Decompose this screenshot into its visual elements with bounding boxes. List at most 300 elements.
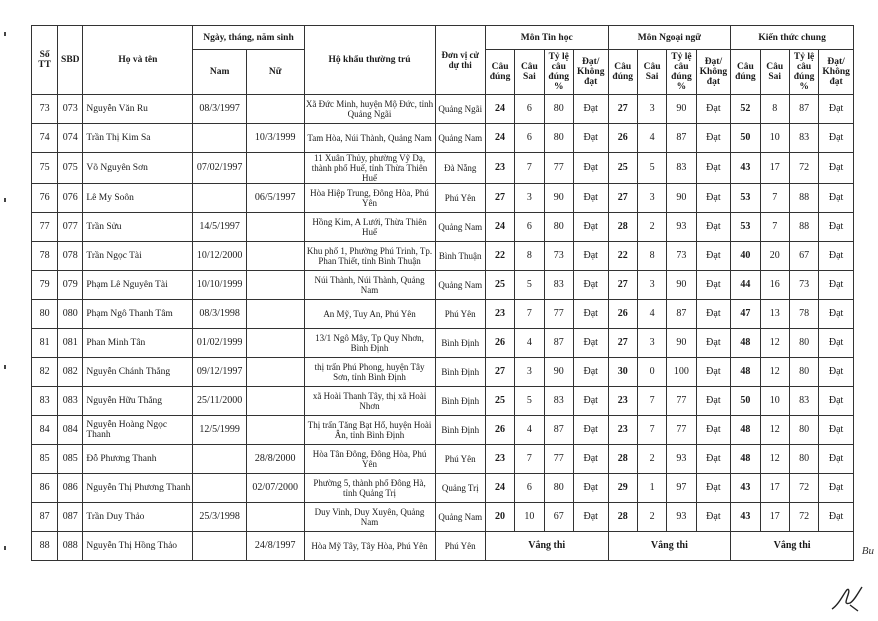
row-fl-rate: 90 [667, 329, 696, 358]
row-name: Phan Minh Tân [83, 329, 193, 358]
row-it-result: Đạt [573, 153, 608, 184]
row-stt: 83 [32, 387, 58, 416]
row-gk-correct: 50 [731, 387, 760, 416]
row-address: Thị trấn Tăng Bạt Hổ, huyện Hoài Ân, tỉnh Bình Định [304, 416, 435, 445]
row-address: Tam Hòa, Núi Thành, Quảng Nam [304, 124, 435, 153]
row-dob-female: 28/8/2000 [246, 445, 304, 474]
row-fl-wrong: 5 [637, 153, 666, 184]
header-unit: Đơn vị cử dự thi [435, 26, 485, 95]
row-fl-correct: 28 [608, 503, 637, 532]
header-sbd: SBD [58, 26, 83, 95]
table-row [32, 95, 854, 124]
row-dob-female [246, 271, 304, 300]
row-absent-gk: Vắng thi [731, 532, 854, 561]
row-fl-result: Đạt [696, 153, 731, 184]
scan-mark [4, 546, 6, 550]
row-unit: Phú Yên [435, 445, 485, 474]
row-it-wrong: 10 [515, 503, 544, 532]
header-rate: Tỷ lệ câu đúng % [667, 50, 696, 95]
row-dob-male [193, 532, 246, 561]
header-result: Đạt/ Không đạt [819, 50, 854, 95]
row-sbd: 086 [58, 474, 83, 503]
row-fl-wrong: 3 [637, 184, 666, 213]
row-dob-female [246, 416, 304, 445]
row-dob-female [246, 358, 304, 387]
row-unit: Quảng Trị [435, 474, 485, 503]
row-name: Trần Sửu [83, 213, 193, 242]
row-gk-rate: 80 [789, 416, 818, 445]
row-gk-wrong: 17 [760, 503, 789, 532]
header-stt: Số TT [32, 26, 58, 95]
row-dob-male: 25/11/2000 [193, 387, 246, 416]
row-fl-correct: 28 [608, 445, 637, 474]
row-it-wrong: 8 [515, 242, 544, 271]
row-gk-correct: 43 [731, 474, 760, 503]
row-fl-wrong: 7 [637, 387, 666, 416]
row-it-result: Đạt [573, 387, 608, 416]
row-dob-male: 07/02/1997 [193, 153, 246, 184]
row-stt: 84 [32, 416, 58, 445]
row-dob-male: 08/3/1997 [193, 95, 246, 124]
row-fl-rate: 87 [667, 124, 696, 153]
row-address: Hồng Kim, A Lưới, Thừa Thiên Huế [304, 213, 435, 242]
row-address: Phường 5, thành phố Đông Hà, tỉnh Quảng Trị [304, 474, 435, 503]
row-dob-female: 24/8/1997 [246, 532, 304, 561]
row-fl-correct: 22 [608, 242, 637, 271]
row-gk-result: Đạt [819, 503, 854, 532]
row-dob-male [193, 474, 246, 503]
row-it-correct: 27 [485, 358, 514, 387]
row-dob-male: 01/02/1999 [193, 329, 246, 358]
table-row [32, 416, 854, 445]
row-fl-result: Đạt [696, 124, 731, 153]
table-row [32, 300, 854, 329]
row-name: Trần Ngọc Tài [83, 242, 193, 271]
row-fl-result: Đạt [696, 329, 731, 358]
row-fl-wrong: 2 [637, 445, 666, 474]
row-it-result: Đạt [573, 358, 608, 387]
scan-mark [4, 365, 6, 369]
row-it-correct: 26 [485, 329, 514, 358]
row-unit: Bình Thuận [435, 242, 485, 271]
row-fl-result: Đạt [696, 503, 731, 532]
row-it-correct: 23 [485, 153, 514, 184]
row-it-correct: 26 [485, 416, 514, 445]
header-wrong: Câu Sai [760, 50, 789, 95]
row-fl-correct: 25 [608, 153, 637, 184]
row-gk-rate: 83 [789, 124, 818, 153]
row-sbd: 088 [58, 532, 83, 561]
row-gk-rate: 88 [789, 184, 818, 213]
row-gk-wrong: 12 [760, 445, 789, 474]
row-gk-wrong: 17 [760, 474, 789, 503]
row-fl-rate: 97 [667, 474, 696, 503]
row-it-result: Đạt [573, 300, 608, 329]
row-address: 13/1 Ngô Mây, Tp Quy Nhơn, Bình Định [304, 329, 435, 358]
row-fl-wrong: 4 [637, 124, 666, 153]
row-fl-result: Đạt [696, 358, 731, 387]
row-name: Nguyễn Thị Hồng Thảo [83, 532, 193, 561]
row-gk-wrong: 7 [760, 184, 789, 213]
row-it-rate: 77 [544, 300, 573, 329]
row-gk-correct: 40 [731, 242, 760, 271]
row-stt: 75 [32, 153, 58, 184]
row-fl-wrong: 3 [637, 329, 666, 358]
header-rate: Tỷ lệ câu đúng % [544, 50, 573, 95]
row-gk-correct: 48 [731, 329, 760, 358]
table-row [32, 532, 854, 561]
row-it-wrong: 6 [515, 474, 544, 503]
row-fl-correct: 27 [608, 184, 637, 213]
row-address: An Mỹ, Tuy An, Phú Yên [304, 300, 435, 329]
row-fl-correct: 27 [608, 95, 637, 124]
row-gk-correct: 43 [731, 503, 760, 532]
row-gk-rate: 80 [789, 445, 818, 474]
row-gk-rate: 67 [789, 242, 818, 271]
row-sbd: 087 [58, 503, 83, 532]
row-absent-fl: Vắng thi [608, 532, 731, 561]
header-female: Nữ [246, 50, 304, 95]
row-it-wrong: 4 [515, 329, 544, 358]
row-gk-wrong: 10 [760, 387, 789, 416]
row-address: Khu phố 1, Phường Phú Trinh, Tp. Phan Thiết, tỉnh Bình Thuận [304, 242, 435, 271]
row-name: Trần Thị Kim Sa [83, 124, 193, 153]
row-fl-rate: 90 [667, 184, 696, 213]
row-stt: 79 [32, 271, 58, 300]
row-gk-result: Đạt [819, 300, 854, 329]
row-gk-rate: 72 [789, 503, 818, 532]
row-fl-rate: 77 [667, 387, 696, 416]
row-fl-wrong: 2 [637, 213, 666, 242]
row-it-result: Đạt [573, 416, 608, 445]
row-stt: 81 [32, 329, 58, 358]
row-gk-wrong: 12 [760, 329, 789, 358]
row-fl-result: Đạt [696, 184, 731, 213]
row-it-rate: 87 [544, 329, 573, 358]
row-fl-wrong: 2 [637, 503, 666, 532]
row-sbd: 078 [58, 242, 83, 271]
row-name: Nguyễn Chánh Thắng [83, 358, 193, 387]
scan-mark [4, 198, 6, 202]
row-address: 11 Xuân Thủy, phường Vỹ Dạ, thành phố Huế, tỉnh Thừa Thiên Huế [304, 153, 435, 184]
row-gk-correct: 48 [731, 416, 760, 445]
row-stt: 77 [32, 213, 58, 242]
row-fl-result: Đạt [696, 242, 731, 271]
table-row [32, 358, 854, 387]
row-gk-rate: 83 [789, 387, 818, 416]
row-dob-male: 10/10/1999 [193, 271, 246, 300]
row-dob-female [246, 503, 304, 532]
row-fl-wrong: 3 [637, 95, 666, 124]
row-it-correct: 25 [485, 271, 514, 300]
row-it-rate: 77 [544, 153, 573, 184]
row-absent-it: Vắng thi [485, 532, 608, 561]
row-dob-male: 10/12/2000 [193, 242, 246, 271]
row-it-result: Đạt [573, 95, 608, 124]
row-name: Nguyễn Hoàng Ngọc Thanh [83, 416, 193, 445]
row-unit: Phú Yên [435, 532, 485, 561]
row-it-wrong: 3 [515, 358, 544, 387]
row-it-rate: 80 [544, 213, 573, 242]
row-unit: Quảng Ngãi [435, 95, 485, 124]
row-gk-wrong: 8 [760, 95, 789, 124]
row-gk-wrong: 13 [760, 300, 789, 329]
row-address: thị trấn Phú Phong, huyện Tây Sơn, tỉnh Bình Định [304, 358, 435, 387]
row-it-wrong: 4 [515, 416, 544, 445]
row-gk-result: Đạt [819, 124, 854, 153]
row-stt: 86 [32, 474, 58, 503]
row-gk-correct: 43 [731, 153, 760, 184]
row-gk-rate: 88 [789, 213, 818, 242]
row-name: Nguyễn Văn Ru [83, 95, 193, 124]
row-unit: Phú Yên [435, 184, 485, 213]
row-name: Đỗ Phương Thanh [83, 445, 193, 474]
row-fl-wrong: 1 [637, 474, 666, 503]
row-fl-wrong: 4 [637, 300, 666, 329]
row-name: Phạm Ngô Thanh Tâm [83, 300, 193, 329]
row-it-rate: 67 [544, 503, 573, 532]
row-dob-female [246, 242, 304, 271]
row-it-wrong: 3 [515, 184, 544, 213]
header-correct: Câu đúng [731, 50, 760, 95]
row-gk-result: Đạt [819, 213, 854, 242]
row-fl-correct: 30 [608, 358, 637, 387]
row-fl-result: Đạt [696, 271, 731, 300]
row-name: Nguyễn Hữu Thắng [83, 387, 193, 416]
row-it-rate: 90 [544, 184, 573, 213]
row-address: Duy Vinh, Duy Xuyên, Quảng Nam [304, 503, 435, 532]
row-it-result: Đạt [573, 271, 608, 300]
row-gk-wrong: 20 [760, 242, 789, 271]
row-unit: Quảng Nam [435, 271, 485, 300]
row-it-result: Đạt [573, 124, 608, 153]
row-gk-wrong: 16 [760, 271, 789, 300]
row-dob-male: 14/5/1997 [193, 213, 246, 242]
table-row [32, 124, 854, 153]
row-fl-correct: 26 [608, 124, 637, 153]
row-it-correct: 25 [485, 387, 514, 416]
row-gk-rate: 72 [789, 474, 818, 503]
row-gk-correct: 52 [731, 95, 760, 124]
header-subject-foreign-language: Môn Ngoại ngữ [608, 26, 731, 50]
row-gk-correct: 48 [731, 358, 760, 387]
row-it-rate: 83 [544, 387, 573, 416]
header-name: Họ và tên [83, 26, 193, 95]
row-gk-result: Đạt [819, 184, 854, 213]
row-stt: 74 [32, 124, 58, 153]
row-unit: Quảng Nam [435, 124, 485, 153]
row-it-rate: 87 [544, 416, 573, 445]
row-it-rate: 80 [544, 124, 573, 153]
row-gk-result: Đạt [819, 271, 854, 300]
row-it-rate: 73 [544, 242, 573, 271]
row-it-result: Đạt [573, 242, 608, 271]
row-stt: 78 [32, 242, 58, 271]
row-name: Trần Duy Thảo [83, 503, 193, 532]
row-it-result: Đạt [573, 503, 608, 532]
row-stt: 87 [32, 503, 58, 532]
corner-handwritten-note: Bu [861, 545, 874, 557]
row-stt: 80 [32, 300, 58, 329]
header-correct: Câu đúng [485, 50, 514, 95]
row-fl-rate: 90 [667, 271, 696, 300]
row-it-result: Đạt [573, 445, 608, 474]
row-sbd: 085 [58, 445, 83, 474]
row-it-correct: 27 [485, 184, 514, 213]
table-row [32, 474, 854, 503]
row-address: xã Hoài Thanh Tây, thị xã Hoài Nhơn [304, 387, 435, 416]
row-stt: 76 [32, 184, 58, 213]
row-fl-rate: 90 [667, 95, 696, 124]
row-fl-wrong: 8 [637, 242, 666, 271]
scan-mark [4, 32, 6, 36]
header-dob: Ngày, tháng, năm sinh [193, 26, 304, 50]
row-fl-correct: 27 [608, 271, 637, 300]
header-wrong: Câu Sai [637, 50, 666, 95]
row-sbd: 082 [58, 358, 83, 387]
row-it-wrong: 5 [515, 271, 544, 300]
header-result: Đạt/ Không đạt [573, 50, 608, 95]
row-name: Lê My Soôn [83, 184, 193, 213]
row-gk-correct: 44 [731, 271, 760, 300]
row-gk-result: Đạt [819, 445, 854, 474]
row-fl-correct: 27 [608, 329, 637, 358]
header-subject-general: Kiến thức chung [731, 26, 854, 50]
row-fl-result: Đạt [696, 445, 731, 474]
row-it-correct: 20 [485, 503, 514, 532]
table-row [32, 503, 854, 532]
row-gk-wrong: 17 [760, 153, 789, 184]
row-sbd: 079 [58, 271, 83, 300]
row-unit: Phú Yên [435, 300, 485, 329]
row-unit: Quảng Nam [435, 213, 485, 242]
row-gk-rate: 78 [789, 300, 818, 329]
row-it-rate: 80 [544, 95, 573, 124]
row-fl-wrong: 3 [637, 271, 666, 300]
row-it-wrong: 7 [515, 300, 544, 329]
row-gk-wrong: 12 [760, 358, 789, 387]
row-sbd: 076 [58, 184, 83, 213]
row-fl-result: Đạt [696, 474, 731, 503]
row-sbd: 075 [58, 153, 83, 184]
row-gk-result: Đạt [819, 153, 854, 184]
row-fl-rate: 77 [667, 416, 696, 445]
row-gk-correct: 50 [731, 124, 760, 153]
table-row [32, 184, 854, 213]
table-row [32, 387, 854, 416]
row-dob-male [193, 124, 246, 153]
row-it-result: Đạt [573, 329, 608, 358]
row-it-rate: 80 [544, 474, 573, 503]
row-dob-male: 25/3/1998 [193, 503, 246, 532]
row-stt: 88 [32, 532, 58, 561]
row-gk-rate: 87 [789, 95, 818, 124]
table-row [32, 271, 854, 300]
row-fl-rate: 87 [667, 300, 696, 329]
row-sbd: 084 [58, 416, 83, 445]
row-fl-correct: 26 [608, 300, 637, 329]
row-dob-male: 09/12/1997 [193, 358, 246, 387]
row-dob-female [246, 387, 304, 416]
row-fl-wrong: 7 [637, 416, 666, 445]
row-it-correct: 22 [485, 242, 514, 271]
row-gk-result: Đạt [819, 95, 854, 124]
row-unit: Bình Định [435, 329, 485, 358]
row-sbd: 074 [58, 124, 83, 153]
row-name: Nguyễn Thị Phương Thanh [83, 474, 193, 503]
row-fl-correct: 28 [608, 213, 637, 242]
row-unit: Bình Định [435, 358, 485, 387]
row-dob-female [246, 153, 304, 184]
row-dob-female [246, 300, 304, 329]
row-it-result: Đạt [573, 213, 608, 242]
row-it-wrong: 6 [515, 124, 544, 153]
row-it-wrong: 7 [515, 153, 544, 184]
row-fl-correct: 29 [608, 474, 637, 503]
row-gk-correct: 48 [731, 445, 760, 474]
row-stt: 73 [32, 95, 58, 124]
row-gk-result: Đạt [819, 329, 854, 358]
row-dob-male [193, 445, 246, 474]
row-gk-correct: 53 [731, 184, 760, 213]
row-fl-result: Đạt [696, 300, 731, 329]
row-it-correct: 24 [485, 95, 514, 124]
row-unit: Bình Định [435, 416, 485, 445]
table-row [32, 329, 854, 358]
header-subject-it: Môn Tin học [485, 26, 608, 50]
row-sbd: 073 [58, 95, 83, 124]
row-dob-female: 10/3/1999 [246, 124, 304, 153]
row-gk-rate: 72 [789, 153, 818, 184]
row-gk-result: Đạt [819, 358, 854, 387]
row-sbd: 080 [58, 300, 83, 329]
row-sbd: 083 [58, 387, 83, 416]
row-it-correct: 23 [485, 445, 514, 474]
row-unit: Quảng Nam [435, 503, 485, 532]
results-table [31, 25, 854, 561]
row-gk-correct: 53 [731, 213, 760, 242]
row-gk-wrong: 10 [760, 124, 789, 153]
row-stt: 85 [32, 445, 58, 474]
row-fl-rate: 93 [667, 213, 696, 242]
row-it-correct: 23 [485, 300, 514, 329]
row-dob-male: 08/3/1998 [193, 300, 246, 329]
row-unit: Bình Định [435, 387, 485, 416]
row-gk-wrong: 12 [760, 416, 789, 445]
row-name: Võ Nguyên Sơn [83, 153, 193, 184]
row-gk-result: Đạt [819, 242, 854, 271]
row-gk-result: Đạt [819, 416, 854, 445]
row-gk-wrong: 7 [760, 213, 789, 242]
row-gk-result: Đạt [819, 387, 854, 416]
signature-mark [828, 583, 868, 613]
row-it-correct: 24 [485, 474, 514, 503]
row-unit: Đà Nẵng [435, 153, 485, 184]
header-correct: Câu đúng [608, 50, 637, 95]
row-fl-rate: 73 [667, 242, 696, 271]
row-gk-rate: 80 [789, 358, 818, 387]
row-gk-rate: 80 [789, 329, 818, 358]
table-row [32, 153, 854, 184]
row-address: Xã Đức Minh, huyện Mộ Đức, tỉnh Quảng Ngãi [304, 95, 435, 124]
row-stt: 82 [32, 358, 58, 387]
row-gk-correct: 47 [731, 300, 760, 329]
row-dob-female: 02/07/2000 [246, 474, 304, 503]
row-sbd: 081 [58, 329, 83, 358]
row-address: Hòa Mỹ Tây, Tây Hòa, Phú Yên [304, 532, 435, 561]
row-dob-female [246, 329, 304, 358]
header-wrong: Câu Sai [515, 50, 544, 95]
